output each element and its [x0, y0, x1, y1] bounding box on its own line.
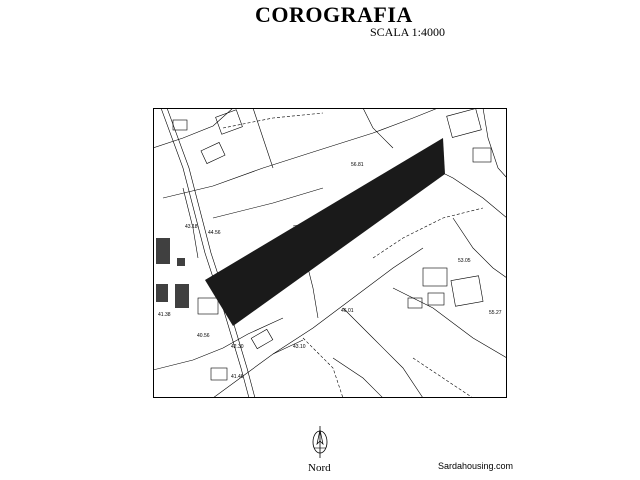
spot-height: 53.05 — [458, 258, 471, 264]
credit-text: Sardahousing.com — [438, 461, 514, 471]
spot-height: 56.81 — [351, 162, 364, 168]
map-title: COROGRAFIA — [255, 2, 413, 27]
spot-height: 46.01 — [341, 308, 354, 314]
spot-height: 43.10 — [293, 344, 306, 350]
spot-height: 41.46 — [231, 374, 244, 380]
topographic-map — [153, 108, 507, 398]
main-road — [161, 108, 249, 398]
north-label: Nord — [308, 462, 331, 474]
spot-height: 44.56 — [208, 230, 221, 236]
north-arrow-icon — [305, 424, 335, 460]
spot-height: 41.38 — [158, 312, 171, 318]
spot-height: 55.27 — [489, 310, 502, 316]
spot-height: 43.18 — [185, 224, 198, 230]
spot-height: 40.56 — [197, 333, 210, 339]
map-scale: SCALA 1:4000 — [370, 25, 446, 39]
spot-height: 42.30 — [231, 344, 244, 350]
spot-heights — [158, 162, 502, 380]
